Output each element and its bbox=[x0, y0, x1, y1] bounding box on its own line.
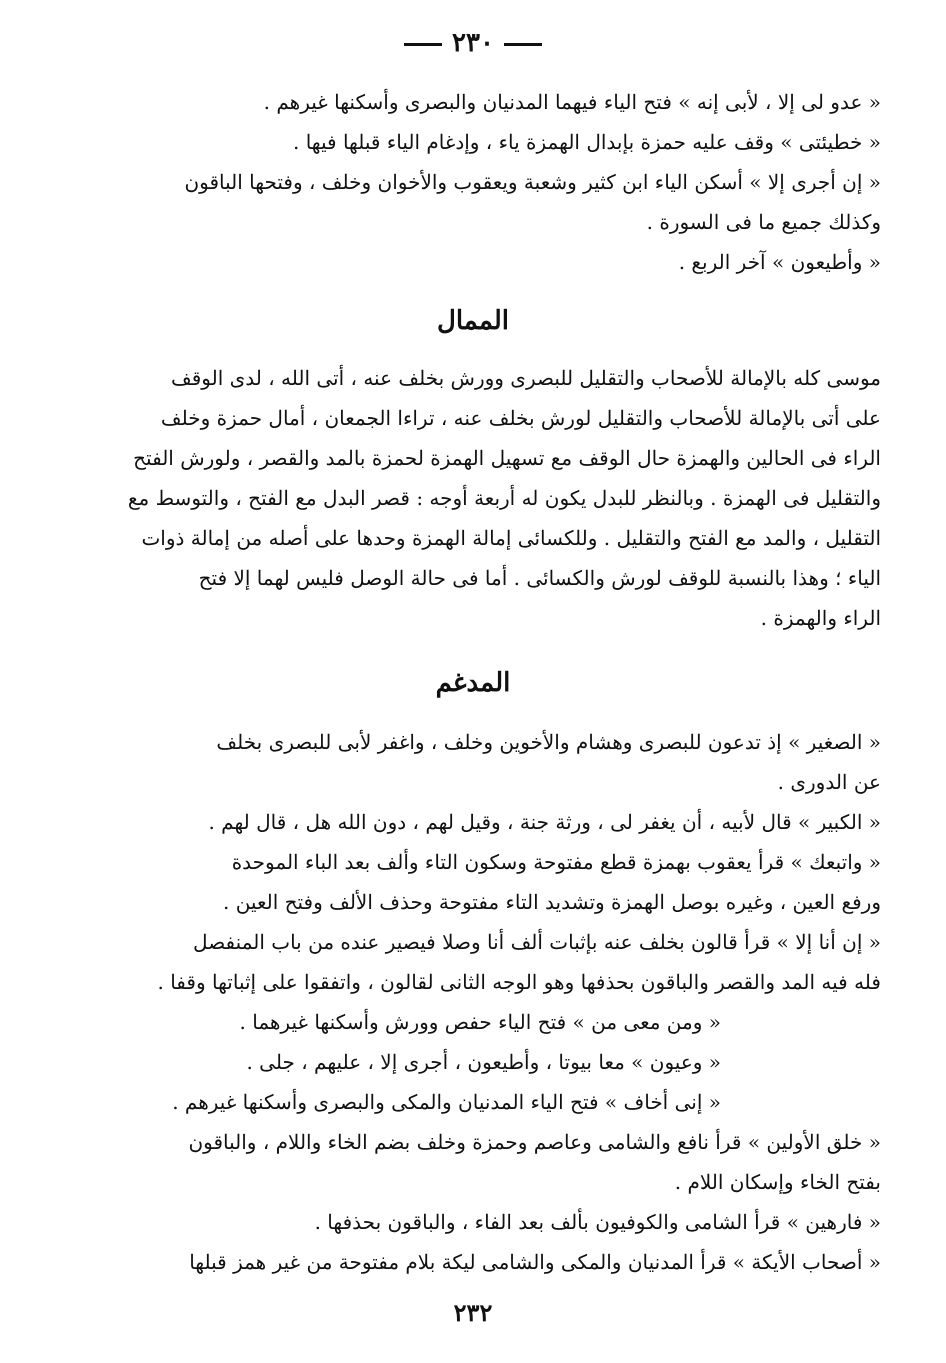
paragraph-line: ورفع العين ، وغيره بوصل الهمزة وتشديد التاء مفتوحة وحذف الألف وفتح العين . bbox=[222, 890, 881, 914]
paragraph-line: « فارهين » قرأ الشامى والكوفيون بألف بعد الفاء ، والباقون بحذفها . bbox=[314, 1210, 881, 1234]
paragraph-line: « خلق الأولين » قرأ نافع والشامى وعاصم وحمزة وخلف بضم الخاء واللام ، والباقون bbox=[188, 1130, 881, 1154]
section-mudgham bbox=[61, 722, 881, 1282]
paragraph-line: « الكبير » قال لأبيه ، أن يغفر لى ، ورثة جنة ، وقيل لهم ، دون الله هل ، قال لهم . bbox=[208, 810, 881, 834]
paragraph-line: « ومن معى من » فتح الياء حفص وورش وأسكنها غيرهما . bbox=[239, 1010, 721, 1034]
paragraph-line: « خطيئتى » وقف عليه حمزة بإبدال الهمزة ياء ، وإدغام الياء قبلها فيها . bbox=[292, 130, 881, 154]
paragraph-line: « إنى أخاف » فتح الياء المدنيان والمكى والبصرى وأسكنها غيرهم . bbox=[172, 1090, 721, 1114]
dash-left bbox=[404, 43, 442, 46]
paragraph-line: على أتى بالإمالة للأصحاب والتقليل لورش بخلف عنه ، تراءا الجمعان ، أمال حمزة وخلف bbox=[160, 406, 881, 430]
paragraph-line: « أصحاب الأيكة » قرأ المدنيان والمكى والشامى ليكة بلام مفتوحة من غير همز قبلها bbox=[189, 1250, 881, 1274]
paragraph-line: التقليل ، والمد مع الفتح والتقليل . وللكسائى إمالة الهمزة وحدها على أصله من إمالة ذوات bbox=[141, 526, 881, 550]
paragraph-line: عن الدورى . bbox=[777, 770, 881, 794]
paragraph-line: « وعيون » معا بيوتا ، وأطيعون ، أجرى إلا ، عليهم ، جلى . bbox=[246, 1050, 721, 1074]
paragraph-line: « إن أنا إلا » قرأ قالون بخلف عنه بإثبات ألف أنا وصلا فيصير عنده من باب المنفصل bbox=[193, 930, 881, 954]
page-number-top bbox=[0, 28, 946, 58]
heading-mudgham: المدغم bbox=[435, 668, 511, 698]
paragraph-line: « واتبعك » قرأ يعقوب بهمزة قطع مفتوحة وسكون التاء وألف بعد الباء الموحدة bbox=[231, 850, 881, 874]
section-opening bbox=[61, 82, 881, 282]
page-number-bottom: ٢٣٢ bbox=[453, 1298, 493, 1327]
paragraph-line: « عدو لى إلا ، لأبى إنه » فتح الياء فيهما المدنيان والبصرى وأسكنها غيرهم . bbox=[263, 90, 881, 114]
heading-mumal: الممال bbox=[436, 306, 510, 336]
paragraph-line: « الصغير » إذ تدعون للبصرى وهشام والأخوين وخلف ، واغفر لأبى للبصرى بخلف bbox=[216, 730, 881, 754]
section-mumal bbox=[61, 358, 881, 638]
paragraph-line: « وأطيعون » آخر الربع . bbox=[678, 250, 881, 274]
paragraph-line: بفتح الخاء وإسكان اللام . bbox=[674, 1170, 881, 1194]
paragraph-line: والتقليل فى الهمزة . وبالنظر للبدل يكون له أربعة أوجه : قصر البدل مع الفتح ، والتوسط مع bbox=[127, 486, 881, 510]
page-number-top-text: ٢٣٠ bbox=[452, 28, 494, 58]
paragraph-line: موسى كله بالإمالة للأصحاب والتقليل للبصرى وورش بخلف عنه ، أتى الله ، لدى الوقف bbox=[171, 366, 881, 390]
paragraph-line: الراء والهمزة . bbox=[760, 606, 881, 630]
paragraph-line: الراء فى الحالين والهمزة حال الوقف مع تسهيل الهمزة لحمزة بالمد والقصر ، ولورش الفتح bbox=[133, 446, 881, 470]
dash-right bbox=[504, 43, 542, 46]
paragraph-line: « إن أجرى إلا » أسكن الياء ابن كثير وشعبة ويعقوب والأخوان وخلف ، وفتحها الباقون bbox=[184, 170, 881, 194]
paragraph-line: الياء ؛ وهذا بالنسبة للوقف لورش والكسائى . أما فى حالة الوصل فليس لهما إلا فتح bbox=[198, 566, 881, 590]
paragraph-line: فله فيه المد والقصر والباقون بحذفها وهو الوجه الثانى لقالون ، واتفقوا على إثباتها وقفا . bbox=[157, 970, 881, 994]
paragraph-line: وكذلك جميع ما فى السورة . bbox=[646, 210, 881, 234]
